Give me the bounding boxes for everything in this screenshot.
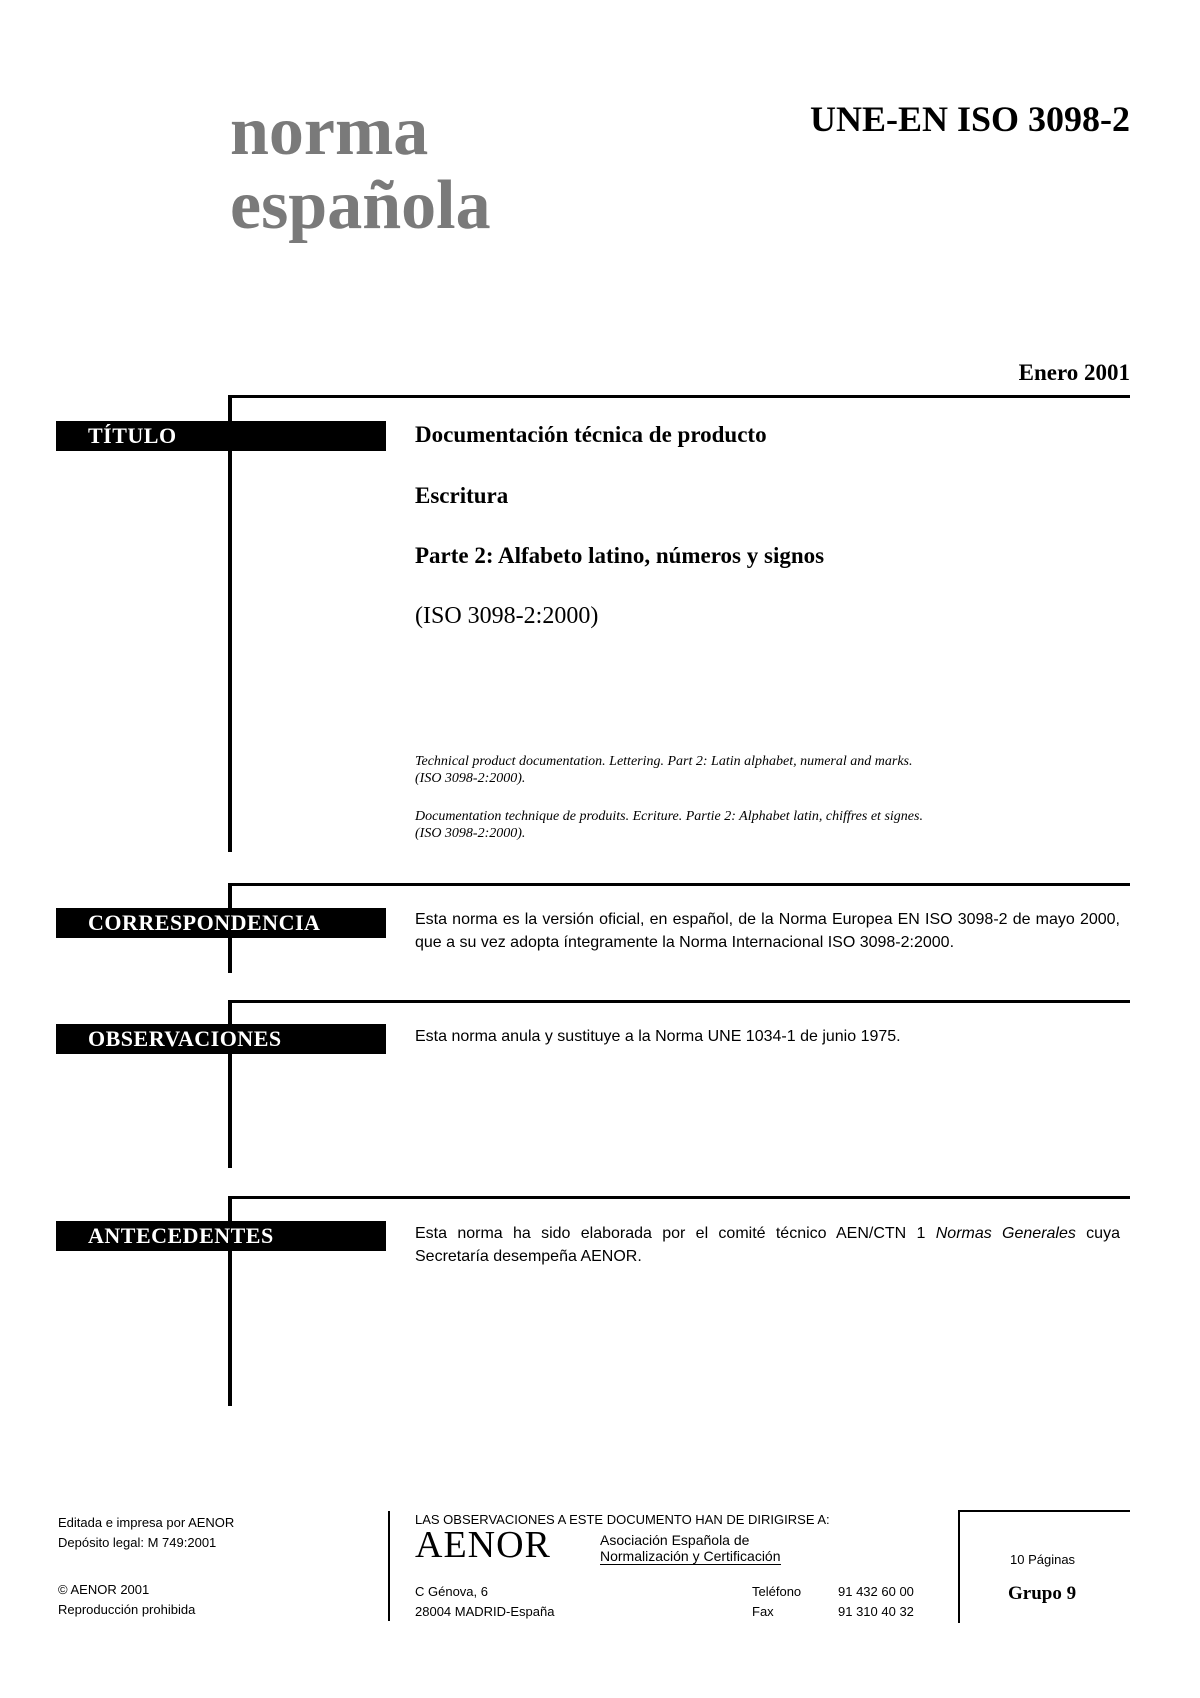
copyright-info — [58, 1580, 195, 1620]
aenor-name-line-1: Asociación Española de — [600, 1532, 750, 1548]
french-title-line-2: (ISO 3098-2:2000). — [415, 826, 526, 841]
fax-label: Fax — [752, 1604, 774, 1619]
footer-box-top-rule — [958, 1510, 1130, 1512]
aenor-full-name — [600, 1532, 781, 1565]
brand-line-2: española — [230, 167, 491, 244]
phone-labels — [752, 1582, 801, 1622]
titulo-line-1: Documentación técnica de producto — [415, 422, 767, 447]
observaciones-text: Esta norma anula y sustituye a la Norma UNE 1034-1 de junio 1975. — [415, 1028, 901, 1045]
antecedentes-committee-name: Normas Generales — [935, 1225, 1076, 1242]
correspondencia-label: CORRESPONDENCIA — [56, 908, 386, 938]
footer-divider-right — [958, 1510, 960, 1623]
french-title — [415, 808, 1055, 842]
publisher-info — [58, 1513, 234, 1553]
brand-title — [230, 95, 491, 243]
correspondencia-top-rule — [228, 883, 1130, 886]
english-title-line-1: Technical product documentation. Lettering. Part 2: Latin alphabet, numeral and marks. — [415, 754, 913, 769]
antecedentes-text-end: cuya Secretaría desempeña AENOR. — [415, 1225, 1120, 1265]
address-street: C Génova, 6 — [415, 1584, 488, 1599]
fax-number: 91 310 40 32 — [838, 1604, 914, 1619]
titulo-top-rule — [228, 395, 1130, 398]
antecedentes-label: ANTECEDENTES — [56, 1221, 386, 1251]
titulo-line-2: Escritura — [415, 483, 509, 508]
antecedentes-top-rule — [228, 1196, 1130, 1199]
footer-divider-left — [388, 1511, 390, 1621]
phone-values — [838, 1582, 914, 1622]
reproduction-notice: Reproducción prohibida — [58, 1602, 196, 1617]
aenor-name-line-2: Normalización y Certificación — [600, 1548, 781, 1564]
antecedentes-text-start: Esta norma ha sido elaborada por el comité técnico AEN/CTN 1 — [415, 1225, 936, 1242]
brand-line-1: norma — [230, 93, 429, 170]
page-count: 10 Páginas — [1010, 1552, 1076, 1567]
legal-deposit: Depósito legal: M 749:2001 — [58, 1535, 217, 1550]
address-city: 28004 MADRID-España — [415, 1604, 555, 1619]
english-title — [415, 753, 1055, 787]
french-title-line-1: Documentation technique de produits. Ecriture. Partie 2: Alphabet latin, chiffres et signes. — [415, 809, 923, 824]
publisher-line-1: Editada e impresa por AENOR — [58, 1515, 235, 1530]
aenor-logo: AENOR — [415, 1524, 551, 1566]
copyright: © AENOR 2001 — [58, 1582, 150, 1597]
publication-date: Enero 2001 — [1018, 360, 1130, 385]
address — [415, 1582, 554, 1622]
titulo-line-4: (ISO 3098-2:2000) — [415, 603, 599, 629]
titulo-vertical-rule — [228, 395, 232, 852]
phone-number: 91 432 60 00 — [838, 1584, 914, 1599]
antecedentes-text — [415, 1222, 1120, 1268]
english-title-line-2: (ISO 3098-2:2000). — [415, 771, 526, 786]
price-group: Grupo 9 — [1008, 1583, 1077, 1604]
observaciones-top-rule — [228, 1000, 1130, 1003]
correspondencia-text: Esta norma es la versión oficial, en español, de la Norma Europea EN ISO 3098-2 de mayo 2000, que a su vez adopta íntegramente la Norma Internacional ISO 3098-2:2000. — [415, 911, 1120, 951]
standard-code: UNE-EN ISO 3098-2 — [809, 99, 1130, 139]
observaciones-label: OBSERVACIONES — [56, 1024, 386, 1054]
titulo-line-3: Parte 2: Alfabeto latino, números y signos — [415, 543, 825, 568]
observations-heading: LAS OBSERVACIONES A ESTE DOCUMENTO HAN DE DIRIGIRSE A: — [415, 1512, 830, 1527]
titulo-label: TÍTULO — [56, 421, 386, 451]
phone-label: Teléfono — [752, 1584, 802, 1599]
